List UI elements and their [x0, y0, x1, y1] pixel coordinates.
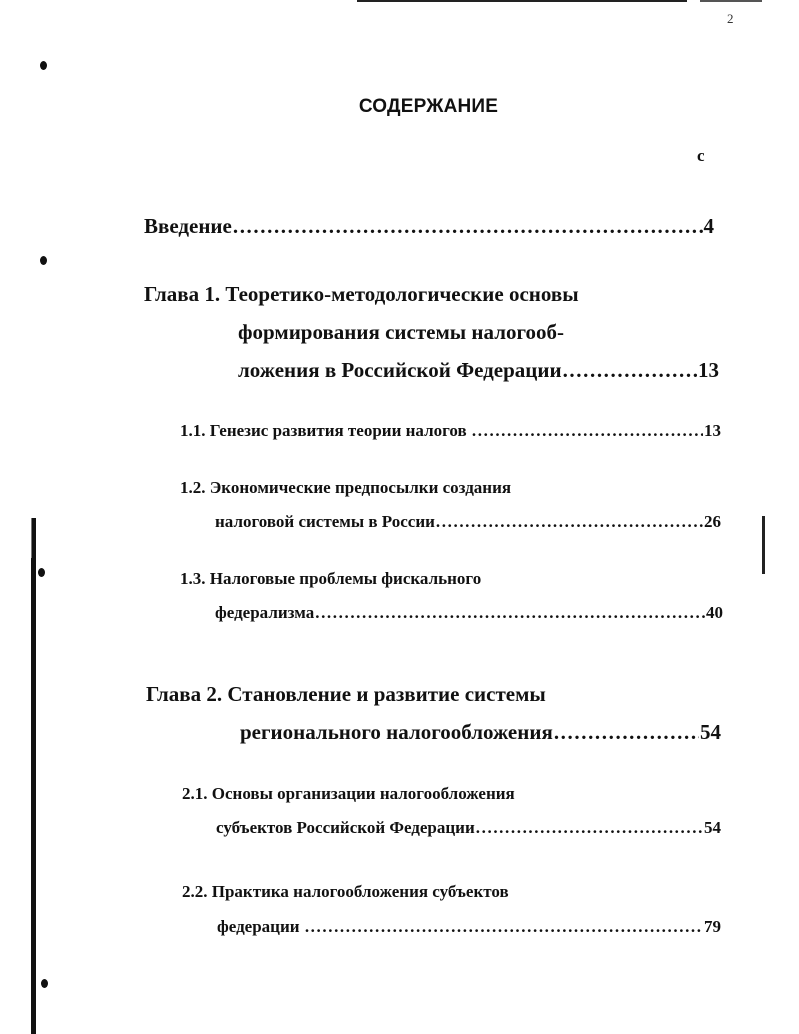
toc-title: Генезис развития теории налогов: [209, 421, 467, 440]
toc-section-1-3-line-1[interactable]: [180, 569, 481, 589]
toc-section-2-2-line-1[interactable]: [182, 882, 509, 902]
toc-section-number: 2.2.: [182, 882, 208, 901]
toc-page: 13: [704, 421, 721, 440]
toc-leader-dots: [472, 421, 703, 441]
punch-hole-dot: [38, 568, 45, 577]
toc-leader-dots: [554, 720, 699, 745]
toc-title: Налоговые проблемы фискального: [209, 569, 482, 588]
toc-title: федерации: [217, 917, 300, 936]
toc-page: 40: [706, 603, 723, 622]
toc-title: Основы организации налогообложения: [211, 784, 515, 803]
toc-section-2-1-line-2[interactable]: [216, 818, 721, 838]
toc-section-number: 1.1.: [180, 421, 206, 440]
toc-section-number: 2.1.: [182, 784, 208, 803]
toc-title: налоговой системы в России: [215, 512, 435, 531]
toc-page: 4: [703, 214, 714, 238]
toc-page: 13: [698, 358, 719, 382]
scan-edge-line: [357, 0, 687, 2]
toc-title: Экономические предпосылки создания: [209, 478, 512, 497]
toc-leader-dots: [436, 512, 703, 532]
toc-section-1-3-line-2[interactable]: [215, 603, 723, 623]
toc-chapter-1-line-2[interactable]: формирования системы налогооб-: [238, 320, 565, 344]
punch-hole-dot: [40, 61, 47, 70]
toc-title: Введение: [144, 214, 232, 238]
toc-page: 79: [704, 917, 721, 936]
toc-chapter-2-line-1[interactable]: Глава 2. Становление и развитие системы: [146, 682, 546, 706]
toc-section-number: 1.3.: [180, 569, 206, 588]
toc-leader-dots: [315, 603, 705, 623]
toc-section-2-1-line-1[interactable]: [182, 784, 515, 804]
toc-leader-dots: [563, 358, 697, 383]
toc-title: субъектов Российской Федерации: [216, 818, 475, 837]
toc-chapter-1-line-1[interactable]: Глава 1. Теоретико-методологические основы: [144, 282, 579, 306]
toc-entry-intro[interactable]: [144, 214, 714, 239]
toc-leader-dots: [233, 214, 703, 239]
page-number: 2: [727, 11, 734, 26]
toc-chapter-2-line-2[interactable]: [240, 720, 721, 745]
page-title: СОДЕРЖАНИЕ: [358, 96, 499, 117]
toc-section-1-2-line-2[interactable]: [215, 512, 721, 532]
toc-section-1-1[interactable]: [180, 421, 721, 441]
toc-section-number: 1.2.: [180, 478, 206, 497]
toc-title: регионального налогообложения: [240, 720, 553, 744]
toc-chapter-1-line-3[interactable]: [238, 358, 719, 383]
page-column-header: с: [697, 146, 705, 165]
punch-hole-dot: [41, 979, 48, 988]
toc-section-2-2-line-2[interactable]: [217, 917, 721, 937]
toc-leader-dots: [476, 818, 703, 838]
punch-hole-dot: [40, 256, 47, 265]
toc-page: 54: [704, 818, 721, 837]
toc-leader-dots: [305, 917, 703, 937]
toc-page: 54: [700, 720, 721, 744]
toc-title: ложения в Российской Федерации: [238, 358, 562, 382]
scan-mark: [762, 516, 765, 574]
scan-edge-line: [700, 0, 762, 2]
binding-shadow: [31, 518, 32, 558]
toc-section-1-2-line-1[interactable]: [180, 478, 511, 498]
toc-title: Практика налогообложения субъектов: [211, 882, 509, 901]
toc-page: 26: [704, 512, 721, 531]
toc-title: федерализма: [215, 603, 315, 622]
binding-shadow: [31, 518, 36, 1034]
